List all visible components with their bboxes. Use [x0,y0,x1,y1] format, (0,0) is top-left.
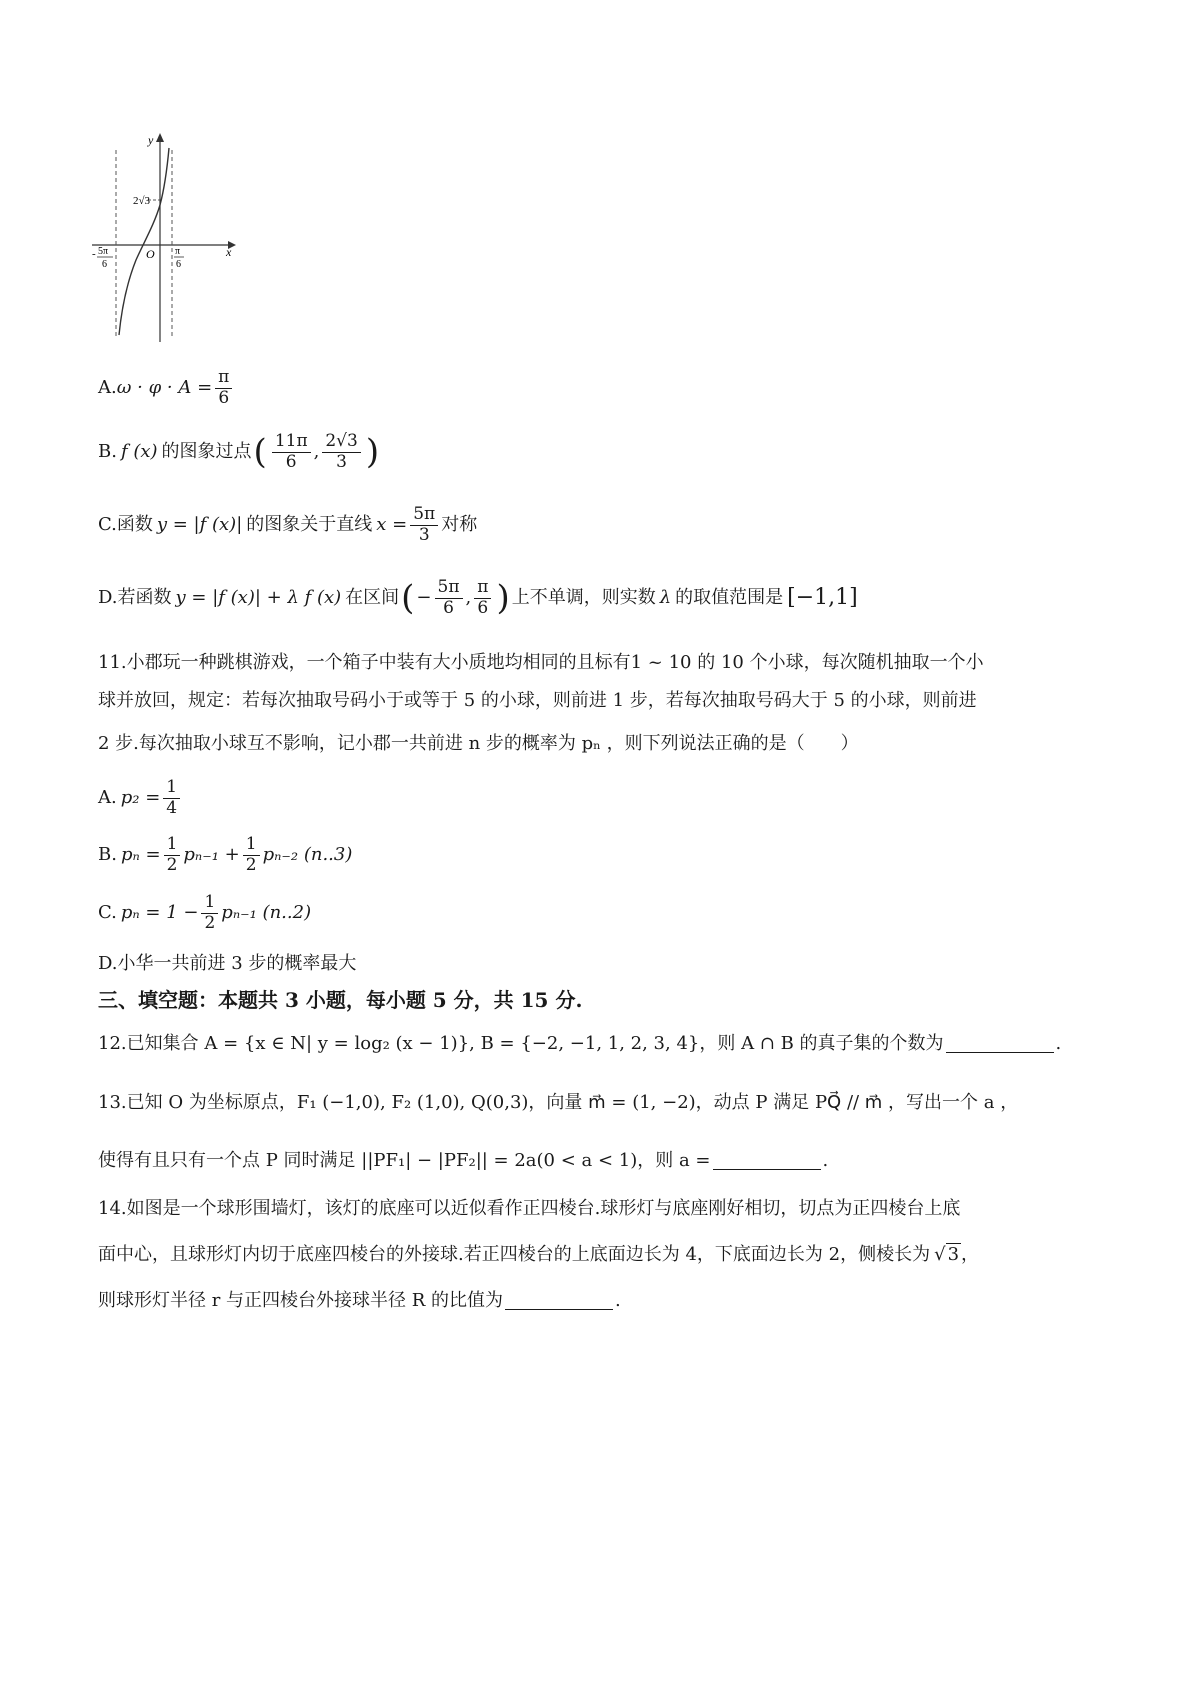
q11-line-2-text: 球并放回，规定：若每次抽取号码小于或等于 5 的小球，则前进 1 步，若每次抽取号码大于 5 的小球，则前进 [98,690,977,711]
q14-line-1 [98,1198,960,1220]
q13-end: . [822,1150,829,1171]
frac-den: 6 [285,451,297,472]
y-axis-arrow [156,133,164,142]
frac-den: 6 [477,597,489,618]
q10-option-a-prefix: A. [98,377,117,399]
q12-end: . [1055,1033,1062,1054]
q10-option-c-prefix: C.函数 [98,514,153,536]
q11-option-c-expr2: pₙ₋₁ (n..2) [221,902,312,924]
q14-line-2 [98,1243,979,1266]
q10-option-b-frac1 [272,432,311,472]
q14-sqrt-value: 3 [947,1244,960,1265]
y-axis-label: y [148,133,154,147]
frac-den: 6 [218,387,230,408]
q10-option-c-expr: y = |f (x)| [156,514,243,536]
sqrt-symbol: √ [934,1243,946,1265]
x-axis-label: x [226,245,232,259]
frac-num: 1 [201,893,218,914]
q14-end: . [615,1290,621,1311]
frac-num: 1 [164,835,181,856]
q12-text: 12.已知集合 A = {x ∈ N| y = log₂ (x − 1)}, B = {−2, −1, 1, 2, 3, 4}，则 A ∩ B 的真子集的个数为 [98,1033,944,1054]
q14-line-3-text: 则球形灯半径 r 与正四棱台外接球半径 R 的比值为 [98,1290,504,1311]
q10-option-c-frac [410,505,438,545]
q13-line-2-text: 使得有且只有一个点 P 同时满足 ||PF₁| − |PF₂|| = 2a(0 < a < 1)，则 a = [98,1150,711,1171]
frac-den: 4 [166,797,178,818]
q13-answer-blank[interactable] [713,1151,821,1170]
q11-option-c [98,893,311,933]
q10-option-a [98,368,235,408]
frac-den: 2 [166,854,178,875]
section-heading [98,988,582,1012]
q10-option-d-range: [−1,1] [787,584,858,610]
q10-option-c-text: 的图象关于直线 [246,514,373,536]
section-heading-text: 三、填空题：本题共 3 小题，每小题 5 分，共 15 分. [98,988,583,1012]
function-graph [88,130,248,345]
q13-line-1-text: 13.已知 O 为坐标原点，F₁ (−1,0), F₂ (1,0), Q(0,3)，向量 m⃗ = (1, −2)，动点 P 满足 PQ⃗ // m⃗ ，写出一个 a ， [98,1092,1019,1113]
frac-den: 3 [336,451,347,472]
q12-answer-blank[interactable] [946,1034,1054,1053]
q11-option-a-expr: p₂ = [120,787,161,809]
q13-line-2 [98,1150,828,1172]
q11-option-b-expr3: pₙ₋₂ (n..3) [262,844,353,866]
q11-option-a-frac [163,778,180,818]
q10-option-b [98,432,381,472]
frac-num: 5π [435,578,463,599]
frac-num: 11π [272,432,311,453]
q10-option-b-frac2 [322,432,360,472]
q11-option-c-frac [201,893,218,933]
frac-den: 6 [443,597,454,618]
q11-line-1-text: 11.小郡玩一种跳棋游戏，一个箱子中装有大小质地均相同的且标有1 ~ 10 的 10 个小球，每次随机抽取一个小 [98,652,984,673]
q11-line-2 [98,690,977,712]
q10-option-c [98,505,477,545]
q10-option-a-expr: ω · φ · A = [116,377,213,399]
q14-line-2-text: 面中心，且球形灯内切于底座四棱台的外接球.若正四棱台的上底面边长为 4，下底面边长为 2，侧棱长为 [98,1243,931,1265]
q11-option-b-expr1: pₙ = [120,844,161,866]
origin-label: O [146,247,155,261]
q10-option-d [98,578,858,618]
paren-close: ) [365,432,380,473]
q10-option-d-frac2 [474,578,491,618]
q11-option-d-text: D.小华一共前进 3 步的概率最大 [98,953,357,974]
q11-option-d [98,953,356,975]
paren-close: ) [496,578,510,619]
frac-num: π [474,578,491,599]
q11-option-a [98,778,183,818]
q11-option-c-expr1: pₙ = 1 − [120,902,199,924]
left-tick-den: 6 [102,259,107,270]
paren-open: ( [253,432,267,473]
frac-num: 1 [163,778,180,799]
comma: , [313,441,320,463]
q10-option-a-frac [215,368,232,408]
q11-option-c-prefix: C. [98,902,117,924]
frac-den: 2 [204,912,216,933]
q10-option-b-prefix: B. [98,441,117,463]
minus-sign: − [416,587,432,609]
q10-option-b-text: 的图象过点 [161,441,252,463]
q14-line-2-tail: ， [961,1243,980,1265]
q10-option-d-tail2: 的取值范围是 [675,587,784,609]
left-tick-sign: - [92,248,96,260]
q10-option-c-x: x = [376,514,408,536]
q10-option-d-expr: y = |f (x)| + λ f (x) [175,587,342,609]
q10-option-c-tail: 对称 [441,514,478,536]
y-marker-label: 2√3 [133,195,151,207]
q11-option-b-frac1 [164,835,181,875]
q10-option-d-tail: 上不单调，则实数 [511,587,656,609]
frac-num: 5π [410,505,438,526]
q11-option-b [98,835,352,875]
q14-answer-blank[interactable] [505,1291,613,1310]
frac-den: 3 [418,524,430,545]
q12 [98,1033,1061,1055]
paren-open: ( [401,578,415,619]
q10-option-d-text: 在区间 [345,587,400,609]
q14-line-1-text: 14.如图是一个球形围墙灯，该灯的底座可以近似看作正四棱台.球形灯与底座刚好相切，切点为正四棱台上底 [98,1198,961,1219]
q11-line-3-text: 2 步.每次抽取小球互不影响，记小郡一共前进 n 步的概率为 pₙ ，则下列说法正确的是（ ） [98,733,859,754]
q11-line-3 [98,733,859,755]
comma: , [465,587,472,609]
frac-num: 2√3 [322,432,360,453]
q11-option-b-frac2 [243,835,260,875]
q14-line-3 [98,1290,621,1312]
left-tick-num: 5π [98,246,109,257]
frac-num: 1 [243,835,260,856]
q11-option-b-expr2: pₙ₋₁ + [183,844,240,866]
q11-line-1 [98,652,984,674]
q10-option-d-lambda: λ [659,587,672,609]
function-curve [119,148,169,335]
q11-option-b-prefix: B. [98,844,117,866]
frac-den: 2 [245,854,257,875]
q10-option-b-func: f (x) [120,441,158,463]
q10-option-d-prefix: D.若函数 [98,587,172,609]
q11-option-a-prefix: A. [98,787,117,809]
q10-option-d-frac1 [435,578,463,618]
right-tick-den: 6 [176,259,181,270]
q13-line-1 [98,1092,1018,1114]
frac-num: π [215,368,232,389]
right-tick-num: π [175,246,181,257]
